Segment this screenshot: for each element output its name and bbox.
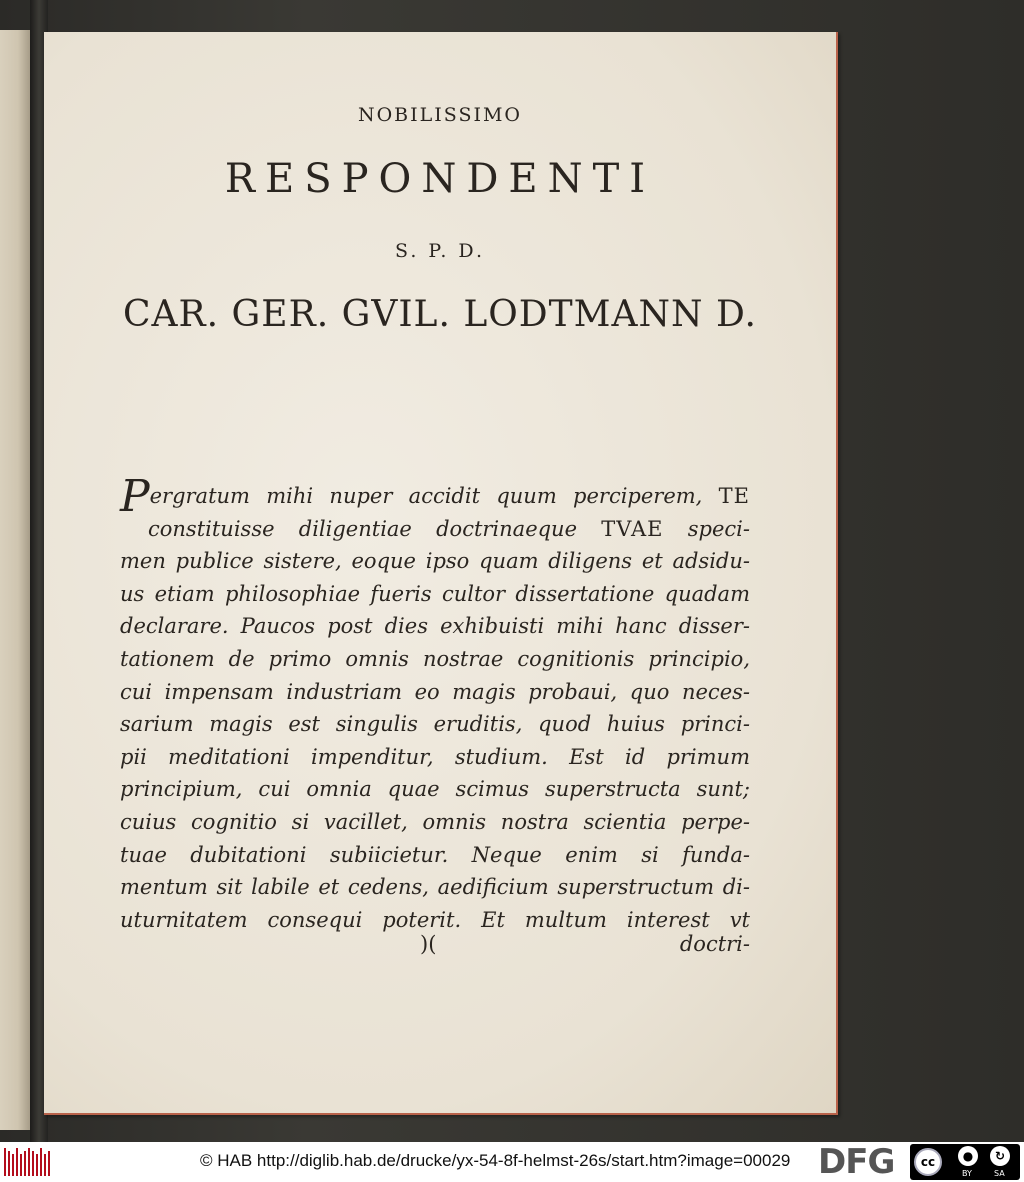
body-text-segment: ergratum mihi nuper accidit quum perciperem, <box>149 484 719 508</box>
body-text-segment: tuae dubitationi subiicietur. Neque enim si funda- <box>120 842 750 867</box>
body-line <box>120 578 750 611</box>
body-text-segment: cuius cognitio si vacillet, omnis nostra scientia perpe- <box>120 809 750 834</box>
body-line <box>120 839 750 872</box>
body-line <box>120 741 750 774</box>
book-page <box>44 32 838 1115</box>
hab-logo-bar <box>12 1154 14 1176</box>
body-line <box>120 545 750 578</box>
body-text-segment: tationem de primo omnis nostrae cognitionis principio, <box>120 646 750 671</box>
copyright-link[interactable]: © HAB http://diglib.hab.de/drucke/yx-54-8f-helmst-26s/start.htm?image=00029 <box>200 1151 791 1170</box>
heading-small: NOBILISSIMO <box>357 104 523 126</box>
body-text-segment: men publice sistere, eoque ipso quam diligens et adsidu- <box>120 549 750 574</box>
hab-logo-icon[interactable] <box>4 1148 50 1176</box>
body-line <box>120 871 750 904</box>
small-caps-word: TE <box>718 484 750 508</box>
signature-mark: )( <box>420 932 437 956</box>
hab-logo-bar <box>8 1151 10 1176</box>
hab-logo-bar <box>4 1148 6 1176</box>
body-text-segment: speci- <box>663 516 750 541</box>
hab-logo-bar <box>36 1154 38 1176</box>
drop-cap: P <box>120 471 150 522</box>
attribution-icon: ● <box>958 1146 978 1166</box>
body-line <box>120 806 750 839</box>
hab-logo-bar <box>48 1151 50 1176</box>
hab-logo-bar <box>16 1148 18 1176</box>
body-line <box>120 643 750 676</box>
body-line <box>120 773 750 806</box>
hab-logo-bar <box>40 1148 42 1176</box>
body-line <box>120 471 750 522</box>
body-text-segment: mentum sit labile et cedens, aedificium superstructum di- <box>120 875 750 900</box>
salutation: S. P. D. <box>394 240 486 262</box>
body-text-segment: constituisse diligentiae doctrinaeque <box>148 516 602 541</box>
body-text-segment: sarium magis est singulis eruditis, quod huius princi- <box>120 712 750 737</box>
hab-logo-bar <box>24 1151 26 1176</box>
hab-logo-bar <box>44 1154 46 1176</box>
sa-label: SA <box>994 1169 1005 1178</box>
hab-logo-bar <box>28 1148 30 1176</box>
cc-license-badge[interactable] <box>910 1144 1020 1180</box>
body-line <box>120 676 750 709</box>
small-caps-word: TVAE <box>601 516 664 541</box>
hab-logo-bar <box>32 1151 34 1176</box>
footer-bar <box>0 1142 1024 1182</box>
heading-large: RESPONDENTI <box>224 156 656 202</box>
share-alike-icon: ↻ <box>990 1146 1010 1166</box>
body-text-segment: declarare. Paucos post dies exhibuisti mihi hanc disser- <box>120 614 750 639</box>
body-text-segment: cui impensam industriam eo magis probaui, quo neces- <box>120 679 750 704</box>
body-text-segment: pii meditationi impenditur, studium. Est id primum <box>120 744 750 769</box>
body-line <box>120 708 750 741</box>
dfg-logo[interactable]: DFG <box>818 1142 895 1182</box>
by-label: BY <box>962 1169 972 1178</box>
catchword: doctri- <box>679 932 750 956</box>
author-line: CAR. GER. GVIL. LODTMANN D. <box>123 294 757 335</box>
cc-icon: cc <box>914 1148 942 1176</box>
facing-page-edge <box>0 30 30 1130</box>
body-text-segment: us etiam philosophiae fueris cultor dissertatione quadam <box>120 581 750 606</box>
body-line <box>120 513 750 546</box>
body-line <box>120 610 750 643</box>
body-text <box>120 471 750 936</box>
body-text-segment: principium, cui omnia quae scimus superstructa sunt; <box>120 777 750 802</box>
hab-logo-bar <box>20 1154 22 1176</box>
body-text-segment: uturnitatem consequi poterit. Et multum interest vt <box>120 907 750 932</box>
